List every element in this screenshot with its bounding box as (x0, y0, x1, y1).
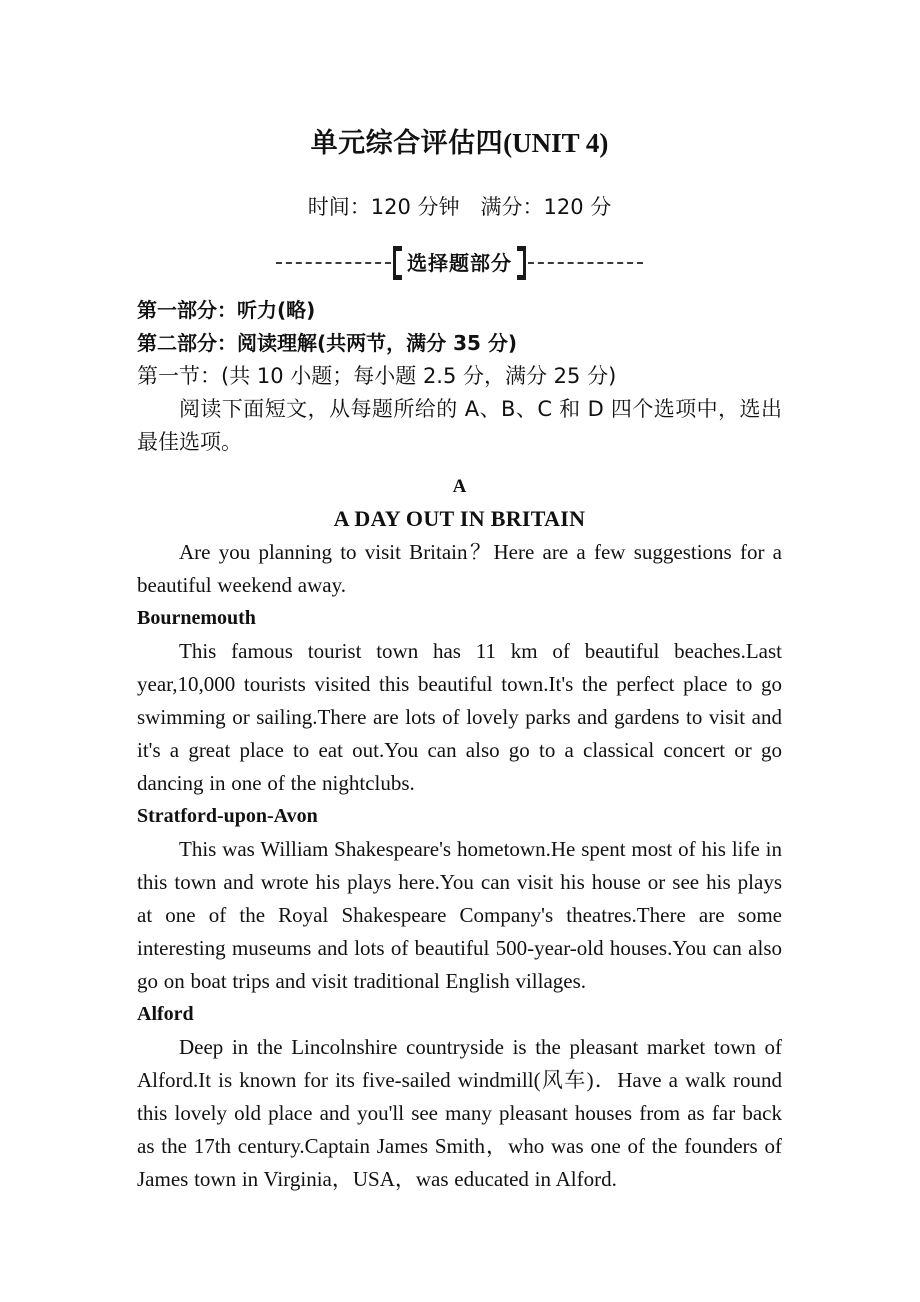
section-one-heading: 第一节：(共 10 小题；每小题 2.5 分，满分 25 分) (137, 364, 617, 388)
reading-instruction: 阅读下面短文，从每题所给的 A、B、C 和 D 四个选项中，选出最佳选项。 (137, 397, 782, 454)
place-heading-stratford: Stratford-upon-Avon (137, 805, 318, 827)
content-column (137, 0, 782, 1196)
place-body-stratford: This was William Shakespeare's hometown.He spent most of his life in this town and wrote his plays here.You can visit his house or see his plays at one of the Royal Shakespeare Company's theatres.There are some interesting museums and lots of beautiful 500-year-old houses.You can also go on boat trips and visit traditional English villages. (137, 837, 782, 993)
divider-dash-right (528, 262, 643, 264)
place-body-bournemouth: This famous tourist town has 11 km of beautiful beaches.Last year,10,000 tourists visited this beautiful town.It's the perfect place to go swimming or sailing.There are lots of lovely parks and gardens to visit and it's a great place to eat out.You can also go to a classical concert or go dancing in one of the nightclubs. (137, 639, 782, 795)
page-title (137, 0, 782, 163)
page-title-unit: (UNIT 4) (503, 128, 609, 158)
place-heading-bournemouth: Bournemouth (137, 607, 256, 629)
page-title-chinese: 单元综合评估四 (310, 128, 504, 159)
divider-bracket (393, 250, 526, 276)
divider-label: 选择题部分 (407, 251, 512, 275)
exam-meta-line: 时间：120 分钟 满分：120 分 (307, 195, 612, 219)
passage-title: A DAY OUT IN BRITAIN (333, 506, 586, 531)
part-two-heading: 第二部分：阅读理解(共两节，满分 35 分) (137, 331, 518, 355)
divider-dash-left (276, 262, 391, 264)
passage-intro: Are you planning to visit Britain？Here are a few suggestions for a beautiful weekend away. (137, 540, 782, 597)
place-body-alford: Deep in the Lincolnshire countryside is the pleasant market town of Alford.It is known for its five-sailed windmill(风车)．Have a walk round this lovely old place and you'll see many pleasant houses from as far back as the 17th century.Captain James Smith，who was one of the founders of James town in Virginia，USA，was educated in Alford. (137, 1035, 782, 1191)
passage-label: A (452, 476, 467, 497)
place-heading-alford: Alford (137, 1003, 194, 1025)
part-one-heading: 第一部分：听力(略) (137, 298, 316, 322)
section-divider (137, 222, 782, 280)
